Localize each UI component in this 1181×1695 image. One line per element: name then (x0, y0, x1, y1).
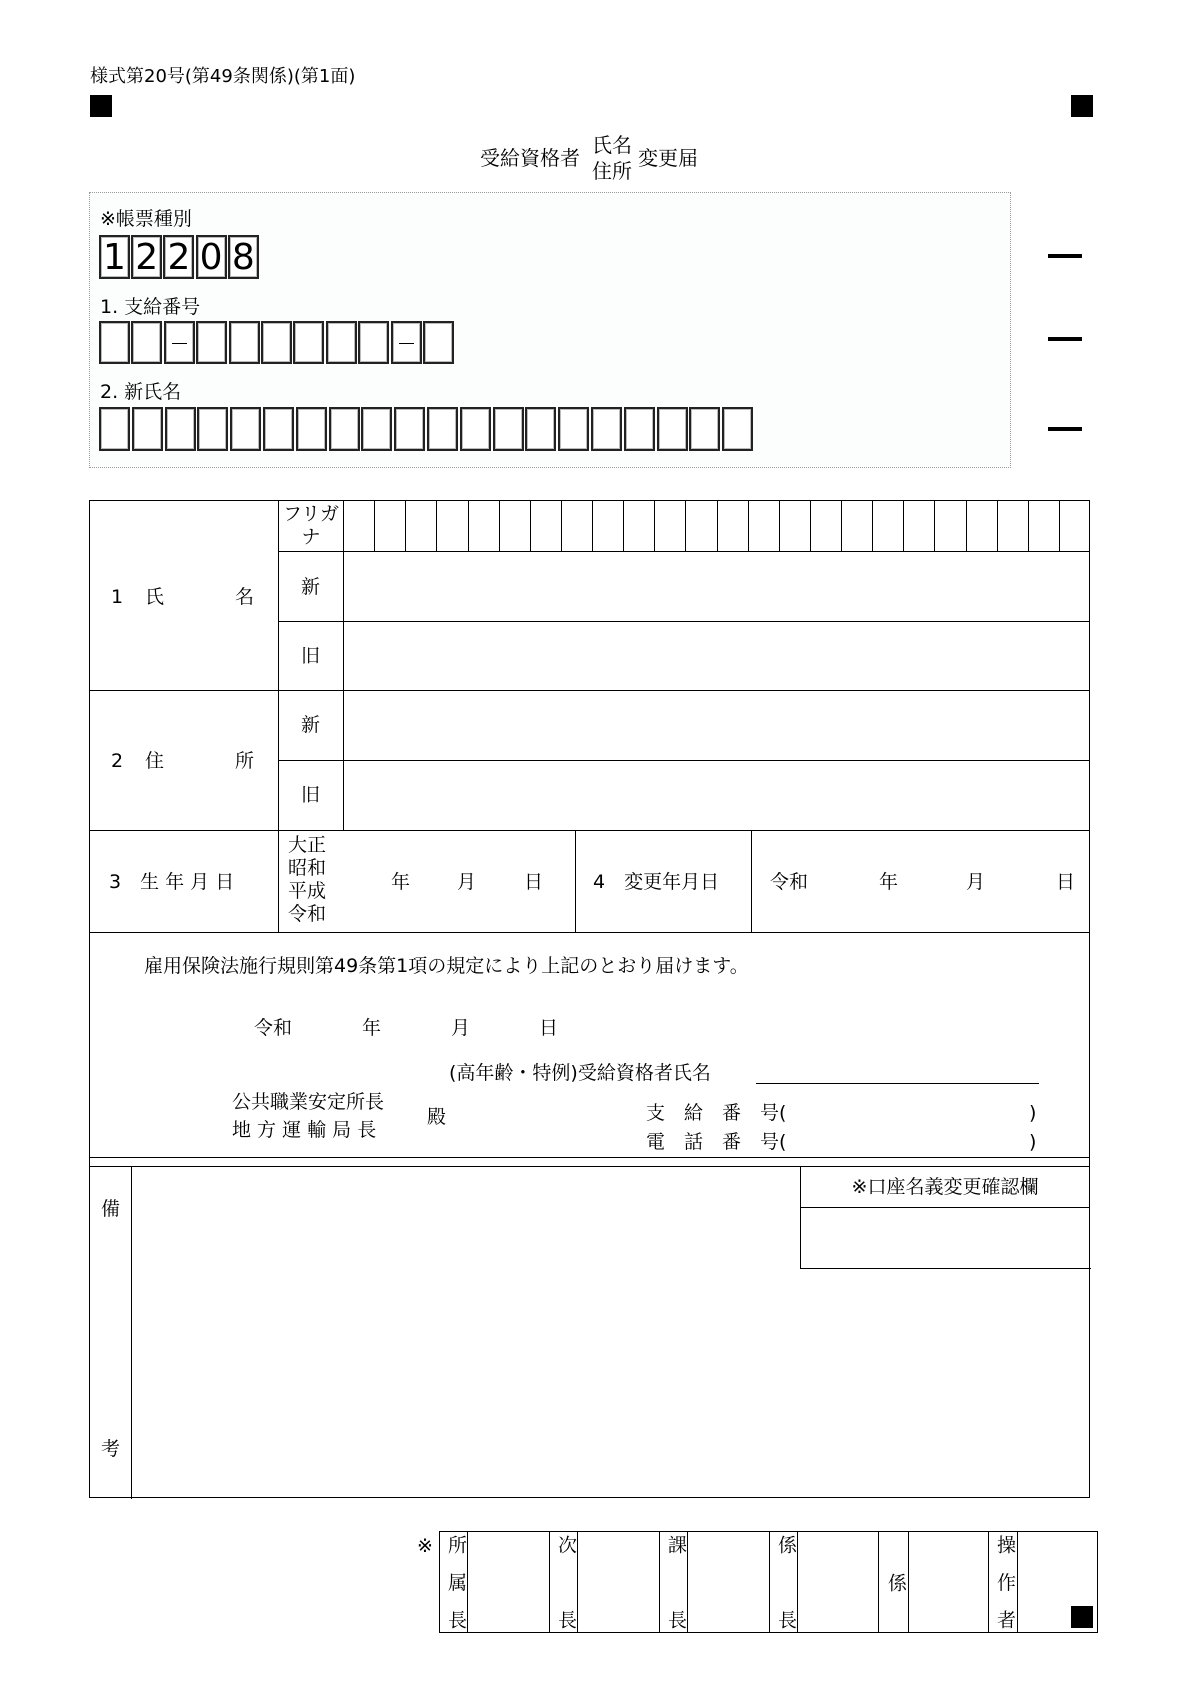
furigana-cell[interactable] (343, 501, 374, 550)
era-options (288, 834, 326, 926)
address-row-number: 2 (111, 750, 124, 772)
change-era: 令和 (770, 871, 809, 893)
payment-number-box[interactable] (423, 321, 454, 364)
furigana-cell[interactable] (405, 501, 436, 550)
title-name: 氏名 (592, 133, 632, 157)
divider (278, 500, 279, 932)
new-name-char-box[interactable] (591, 407, 622, 451)
divider (278, 760, 1090, 761)
approval-stamp-cell[interactable] (578, 1532, 658, 1632)
furigana-cell[interactable] (623, 501, 654, 550)
timing-mark (1048, 254, 1082, 258)
name-row-number: 1 (111, 586, 124, 608)
approval-stamp-cell[interactable] (909, 1532, 987, 1632)
payment-number-box[interactable] (358, 321, 389, 364)
title-prefix: 受給資格者 (480, 146, 580, 170)
declaration-month-unit: 月 (451, 1017, 471, 1039)
divider (769, 1531, 770, 1633)
title-suffix: 変更届 (638, 146, 698, 170)
old-name-row-label: 旧 (301, 645, 321, 667)
new-address-row-label: 新 (301, 714, 321, 736)
payment-number-label: 1. 支給番号 (100, 296, 201, 318)
old-name-field[interactable] (345, 623, 1089, 689)
old-address-field[interactable] (345, 762, 1089, 828)
divider (278, 551, 1090, 552)
new-name-char-box[interactable] (427, 407, 458, 451)
form-number: 様式第20号(第49条関係)(第1面) (90, 66, 356, 87)
declaration-phone-number-label: 電 話 番 号( (646, 1131, 787, 1153)
approval-label-section-chief: 課長 (665, 1535, 687, 1629)
payment-number-box[interactable] (164, 321, 195, 364)
addressee-transport-bureau: 地 方 運 輸 局 長 (232, 1119, 377, 1141)
form-type-label: ※帳票種別 (100, 208, 192, 230)
furigana-cell[interactable] (561, 501, 592, 550)
remarks-field[interactable] (133, 1168, 798, 1496)
divider (89, 932, 1090, 933)
new-name-char-box[interactable] (296, 407, 327, 451)
divider (800, 1207, 1090, 1208)
payment-number-box[interactable] (326, 321, 357, 364)
divider (878, 1531, 879, 1633)
form-type-digit-box: 0 (196, 235, 227, 279)
furigana-cell[interactable] (966, 501, 997, 550)
divider (278, 621, 1090, 622)
new-name-row-label: 新 (301, 576, 321, 598)
new-address-field[interactable] (345, 692, 1089, 758)
era-taisho[interactable]: 大正 (288, 834, 327, 856)
timing-mark (1048, 427, 1082, 431)
applicant-name-line[interactable] (756, 1083, 1039, 1084)
form-type-digit-box: 2 (131, 235, 162, 279)
new-name-char-box[interactable] (263, 407, 294, 451)
furigana-cell[interactable] (468, 501, 499, 550)
declaration-year-unit: 年 (362, 1017, 382, 1039)
furigana-cell[interactable] (499, 501, 530, 550)
era-reiwa[interactable]: 令和 (288, 903, 327, 925)
furigana-cell[interactable] (841, 501, 872, 550)
approval-label-subsection-chief: 係長 (775, 1535, 797, 1629)
furigana-cell[interactable] (934, 501, 965, 550)
hyphen-separator (172, 343, 187, 344)
addressee-employment-office: 公共職業安定所長 (232, 1091, 385, 1113)
hyphen-separator (399, 343, 414, 344)
registration-mark (90, 95, 112, 117)
furigana-cell[interactable] (810, 501, 841, 550)
remarks-label-top: 備 (101, 1198, 121, 1220)
furigana-cell[interactable] (592, 501, 623, 550)
approval-label-director: 所属長 (445, 1535, 467, 1629)
divider (549, 1531, 550, 1633)
divider (89, 690, 1090, 691)
change-month-unit: 月 (966, 871, 986, 893)
approval-mark: ※ (417, 1535, 433, 1557)
new-name-char-box[interactable] (689, 407, 720, 451)
close-paren: ) (1029, 1102, 1037, 1124)
new-name-char-box[interactable] (394, 407, 425, 451)
new-name-char-box[interactable] (165, 407, 196, 451)
furigana-cell[interactable] (436, 501, 467, 550)
divider (89, 830, 1090, 831)
furigana-cell[interactable] (654, 501, 685, 550)
furigana-label: フリガナ (282, 503, 340, 548)
approval-stamp-cell[interactable] (1018, 1532, 1097, 1632)
payment-number-box[interactable] (196, 321, 227, 364)
divider (131, 1166, 132, 1499)
divider (659, 1531, 660, 1633)
approval-label-staff: 係 (885, 1572, 907, 1592)
name-row-label: 名 (235, 586, 255, 608)
furigana-cell[interactable] (374, 501, 405, 550)
new-name-char-box[interactable] (624, 407, 655, 451)
form-type-digit-box: 1 (99, 235, 130, 279)
payment-number-box[interactable] (229, 321, 260, 364)
furigana-cell[interactable] (530, 501, 561, 550)
new-name-char-box[interactable] (657, 407, 688, 451)
new-name-char-box[interactable] (329, 407, 360, 451)
new-name-char-box[interactable] (230, 407, 261, 451)
declaration-payment-number-label: 支 給 番 号( (646, 1102, 787, 1124)
furigana-cell[interactable] (997, 501, 1028, 550)
change-day-unit: 日 (1056, 871, 1076, 893)
payment-number-box[interactable] (131, 321, 162, 364)
divider (751, 830, 752, 932)
new-name-field[interactable] (345, 553, 1089, 619)
new-name-char-box[interactable] (460, 407, 491, 451)
furigana-cell[interactable] (872, 501, 903, 550)
approval-stamp-cell[interactable] (468, 1532, 548, 1632)
divider (89, 1157, 1090, 1158)
birth-date-label: 3 生 年 月 日 (109, 871, 235, 893)
address-row-label: 住 (145, 750, 165, 772)
birth-year-unit: 年 (391, 871, 411, 893)
furigana-cell[interactable] (685, 501, 716, 550)
new-name-label: 2. 新氏名 (100, 381, 182, 403)
declaration-era: 令和 (254, 1017, 293, 1039)
birth-day-unit: 日 (524, 871, 544, 893)
divider (575, 830, 576, 932)
close-paren: ) (1029, 1131, 1037, 1153)
form-type-digit-box: 8 (228, 235, 259, 279)
registration-mark (1071, 95, 1093, 117)
declaration-day-unit: 日 (539, 1017, 559, 1039)
name-row-label: 氏 (145, 586, 165, 608)
timing-mark (1048, 337, 1082, 341)
new-name-char-box[interactable] (132, 407, 163, 451)
new-name-char-box[interactable] (722, 407, 753, 451)
furigana-cell[interactable] (1059, 501, 1090, 550)
approval-label-operator: 操作者 (994, 1535, 1016, 1629)
new-name-char-box[interactable] (361, 407, 392, 451)
account-check-label: ※口座名義変更確認欄 (851, 1176, 1039, 1198)
furigana-cell[interactable] (748, 501, 779, 550)
furigana-cell[interactable] (779, 501, 810, 550)
payment-number-box[interactable] (293, 321, 324, 364)
new-name-char-box[interactable] (197, 407, 228, 451)
era-showa[interactable]: 昭和 (288, 857, 327, 879)
form-type-digit-box: 2 (163, 235, 194, 279)
remarks-label-bottom: 考 (101, 1438, 121, 1460)
new-name-char-box[interactable] (558, 407, 589, 451)
new-name-char-box[interactable] (99, 407, 130, 451)
divider (988, 1531, 989, 1633)
furigana-cell[interactable] (903, 501, 934, 550)
era-heisei[interactable]: 平成 (288, 880, 327, 902)
old-address-row-label: 旧 (301, 784, 321, 806)
furigana-cell[interactable] (717, 501, 748, 550)
approval-stamp-cell[interactable] (688, 1532, 768, 1632)
new-name-char-box[interactable] (493, 407, 524, 451)
payment-number-box[interactable] (99, 321, 130, 364)
address-row-label: 所 (235, 750, 255, 772)
birth-month-unit: 月 (457, 871, 477, 893)
title-address: 住所 (592, 159, 632, 183)
declaration-statement: 雇用保険法施行規則第49条第1項の規定により上記のとおり届けます。 (144, 955, 749, 977)
payment-number-box[interactable] (261, 321, 292, 364)
applicant-name-label: (高年齢・特例)受給資格者氏名 (449, 1062, 711, 1084)
change-date-label: 4 変更年月日 (593, 871, 720, 893)
new-name-char-box[interactable] (525, 407, 556, 451)
approval-label-deputy: 次長 (555, 1535, 577, 1629)
honorific: 殿 (427, 1106, 447, 1128)
payment-number-box[interactable] (391, 321, 422, 364)
approval-stamp-cell[interactable] (798, 1532, 877, 1632)
change-year-unit: 年 (879, 871, 899, 893)
furigana-cell[interactable] (1028, 501, 1059, 550)
